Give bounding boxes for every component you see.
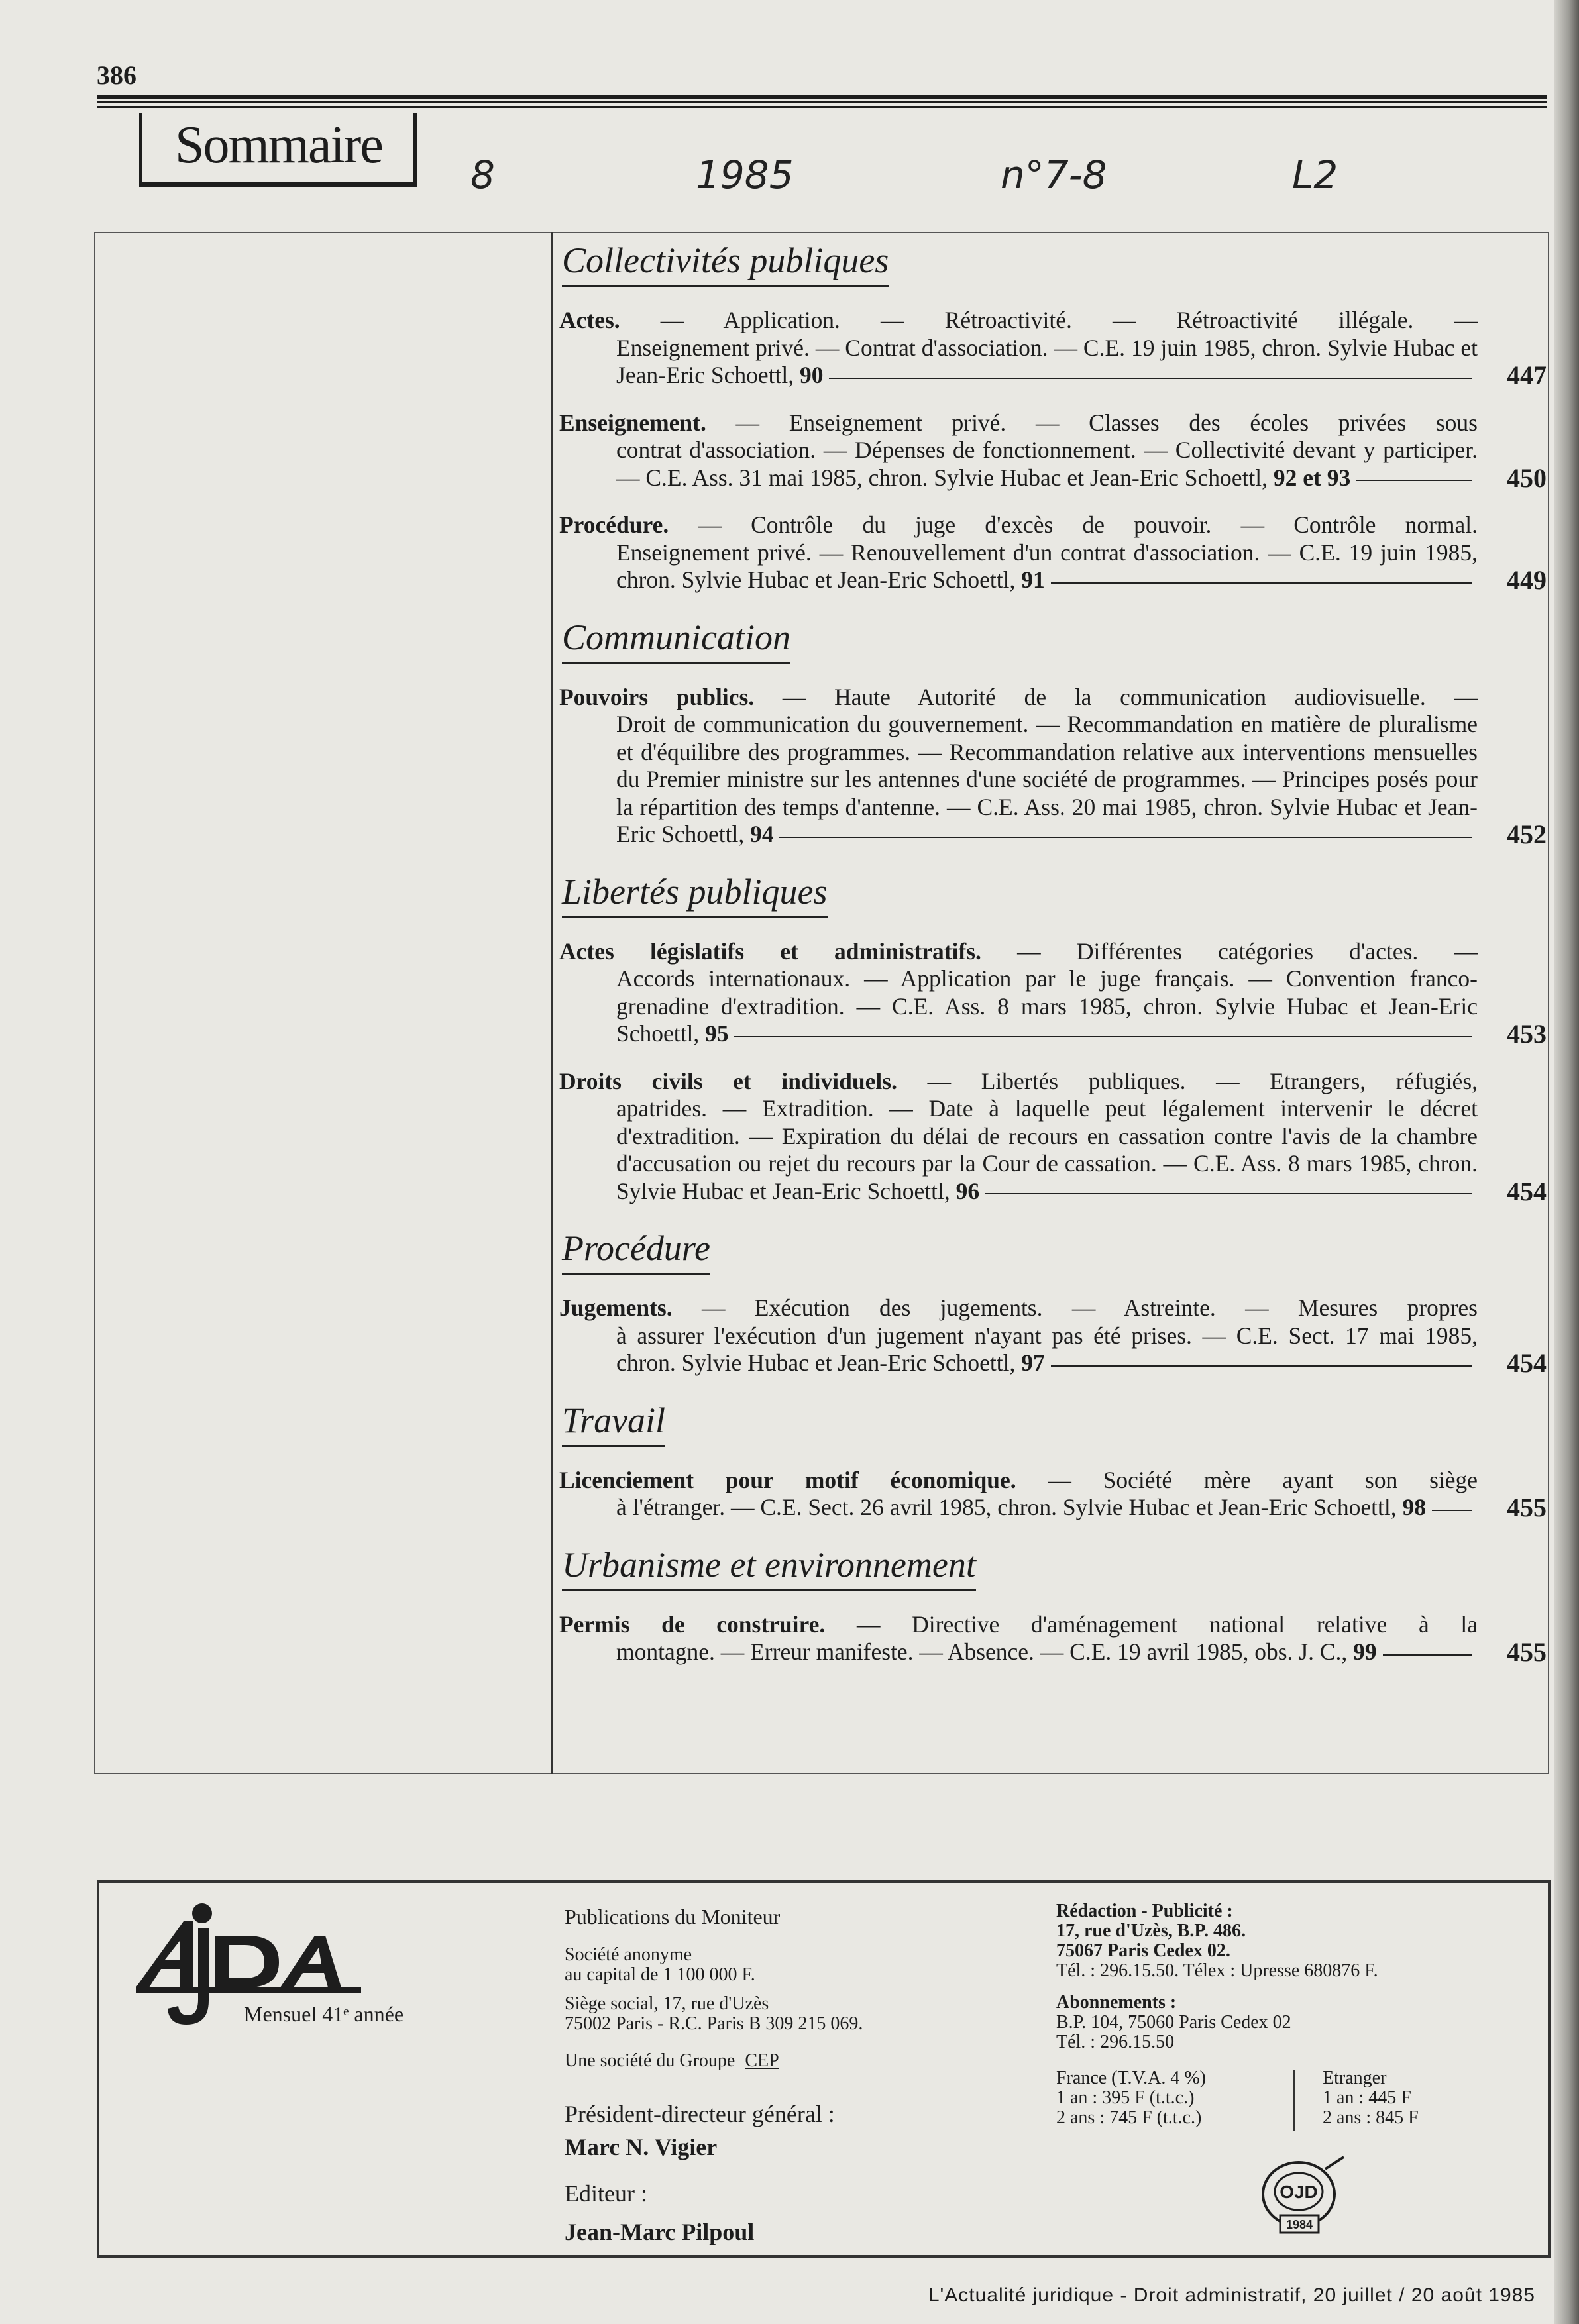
section-heading: Communication xyxy=(562,617,790,664)
company-capital: au capital de 1 100 000 F. xyxy=(565,1964,755,1985)
toc-entry xyxy=(559,1068,1547,1206)
header-rule-thin xyxy=(97,101,1547,103)
sommaire-title-box xyxy=(139,113,417,187)
toc-entry xyxy=(559,1294,1547,1377)
redaction-label: Rédaction - Publicité : xyxy=(1056,1901,1233,1921)
page-reference: 455 xyxy=(1507,1493,1547,1522)
toc-entry xyxy=(559,684,1547,849)
dot-leader xyxy=(1051,581,1472,584)
section-heading: Procédure xyxy=(562,1228,710,1275)
entry-text: à assurer l'exécution d'un jugement n'ayant pas été prises. — C.E. Sect. 17 mai 1985, chron. Sylvie Hubac et Jean-Eric Schoettl, xyxy=(616,1322,1478,1376)
dot-leader xyxy=(1383,1653,1472,1656)
chronicle-number: 97 xyxy=(1021,1349,1045,1376)
toc-entry xyxy=(559,307,1547,390)
dot-leader xyxy=(1051,1364,1472,1367)
chronicle-number: 99 xyxy=(1353,1638,1377,1665)
redaction-city: 75067 Paris Cedex 02. xyxy=(1056,1940,1230,1961)
france-price-1: 1 an : 395 F (t.t.c.) xyxy=(1056,2087,1195,2108)
entry-text: Droit de communication du gouvernement. — Recommandation en matière de pluralisme et d'équilibre des programmes. — Recommandation relative aux interventions mensuelles du Premier ministre sur les antennes d'une société de programmes. — Principes posés pour la répartition des temps d'antenne. — C.E. Ass. 20 mai 1985, chron. Sylvie Hubac et Jean-Eric Schoettl, xyxy=(616,711,1478,847)
table-of-contents xyxy=(559,232,1547,1681)
entry-heading: Enseignement. xyxy=(559,409,706,436)
entry-text: — Haute Autorité de la communication audiovisuelle. — xyxy=(782,683,1478,710)
siege-line-1: Siège social, 17, rue d'Uzès xyxy=(565,1993,769,2014)
page-number: 386 xyxy=(97,60,136,90)
entry-heading: Licenciement pour motif économique. xyxy=(559,1466,1016,1493)
group-prefix: Une société du Groupe xyxy=(565,2050,735,2071)
logo-subtitle: Mensuel 41ᵉ année xyxy=(244,2002,404,2026)
page-reference: 454 xyxy=(1507,1176,1547,1206)
entry-text: Enseignement privé. — Renouvellement d'un contrat d'association. — C.E. 19 juin 1985, chron. Sylvie Hubac et Jean-Eric Schoettl, xyxy=(616,539,1478,593)
chronicle-number: 92 et 93 xyxy=(1273,464,1351,491)
group-name: CEP xyxy=(745,2050,779,2071)
dot-leader xyxy=(829,376,1472,379)
chronicle-number: 91 xyxy=(1021,566,1045,593)
seal-text: OJD xyxy=(1280,2182,1318,2202)
dot-leader xyxy=(1356,478,1472,481)
entry-text: — Différentes catégories d'actes. — xyxy=(1017,937,1478,965)
entry-heading: Droits civils et individuels. xyxy=(559,1067,897,1094)
group-line xyxy=(565,2051,779,2071)
entry-text: — Enseignement privé. — Classes des écoles privées sous xyxy=(735,409,1478,436)
etranger-price-1: 1 an : 445 F xyxy=(1323,2087,1411,2108)
page-reference: 447 xyxy=(1507,360,1547,390)
entry-text: contrat d'association. — Dépenses de fonctionnement. — Collectivité devant y participer. — C.E. Ass. 31 mai 1985, chron. Sylvie Hubac et Jean-Eric Schoettl, xyxy=(616,437,1478,491)
section-heading: Collectivités publiques xyxy=(562,240,889,287)
page-footer: L'Actualité juridique - Droit administratif, 20 juillet / 20 août 1985 xyxy=(928,2284,1535,2306)
pdg-label: Président-directeur général : xyxy=(565,2101,835,2127)
handwritten-note: 8 xyxy=(470,152,495,197)
entry-text: — Société mère ayant son siège xyxy=(1048,1466,1478,1493)
chronicle-number: 96 xyxy=(955,1177,980,1204)
entry-heading: Permis de construire. xyxy=(559,1611,826,1638)
page-reference: 455 xyxy=(1507,1637,1547,1667)
redaction-address: 17, rue d'Uzès, B.P. 486. xyxy=(1056,1921,1246,1941)
dot-leader xyxy=(1432,1508,1472,1511)
chronicle-number: 98 xyxy=(1402,1494,1426,1520)
entry-text: à l'étranger. — C.E. Sect. 26 avril 1985, chron. Sylvie Hubac et Jean-Eric Schoettl, xyxy=(616,1494,1397,1520)
entry-heading: Procédure. xyxy=(559,511,669,538)
entry-text: — Application. — Rétroactivité. — Rétroactivité illégale. — xyxy=(660,307,1478,333)
etranger-label: Etranger xyxy=(1323,2068,1387,2088)
entry-text: — Directive d'aménagement national relative à la xyxy=(856,1611,1478,1638)
france-price-2: 2 ans : 745 F (t.t.c.) xyxy=(1056,2107,1202,2128)
toc-entry xyxy=(559,1467,1547,1522)
pdg-name: Marc N. Vigier xyxy=(565,2134,718,2160)
entry-text: Accords internationaux. — Application par le juge français. — Convention franco-grenadine d'extradition. — C.E. Ass. 8 mars 1985, chron. Sylvie Hubac et Jean-Eric Schoettl, xyxy=(616,965,1478,1047)
ojd-seal xyxy=(1251,2154,1350,2241)
abonnements-address: B.P. 104, 75060 Paris Cedex 02 xyxy=(1056,2012,1291,2033)
header-rule-thin xyxy=(97,106,1547,108)
chronicle-number: 94 xyxy=(750,821,774,847)
page-reference: 450 xyxy=(1507,462,1547,493)
page-reference: 452 xyxy=(1507,819,1547,849)
dot-leader xyxy=(779,835,1472,838)
page-edge-shadow xyxy=(1554,0,1579,2324)
redaction-phone: Tél. : 296.15.50. Télex : Upresse 680876 F. xyxy=(1056,1960,1378,1981)
handwritten-note: L2 xyxy=(1292,152,1338,197)
sommaire-title: Sommaire xyxy=(175,116,382,174)
etranger-price-2: 2 ans : 845 F xyxy=(1323,2107,1419,2128)
toc-entry xyxy=(559,938,1547,1048)
header-rule xyxy=(97,95,1547,99)
editor-label: Editeur : xyxy=(565,2180,647,2207)
abonnements-label: Abonnements : xyxy=(1056,1992,1177,2013)
entry-text: montagne. — Erreur manifeste. — Absence. — C.E. 19 avril 1985, obs. J. C., xyxy=(616,1638,1348,1665)
toc-entry xyxy=(559,409,1547,492)
handwritten-note: 1985 xyxy=(696,152,794,197)
entry-heading: Jugements. xyxy=(559,1294,673,1321)
price-divider xyxy=(1293,2070,1295,2131)
handwritten-note: n°7-8 xyxy=(1001,152,1107,197)
page-reference: 453 xyxy=(1507,1019,1547,1049)
entry-text: Enseignement privé. — Contrat d'association. — C.E. 19 juin 1985, chron. Sylvie Hubac et Jean-Eric Schoettl, xyxy=(616,334,1478,388)
page-reference: 449 xyxy=(1507,565,1547,595)
dot-leader xyxy=(734,1035,1472,1037)
chronicle-number: 95 xyxy=(705,1020,729,1047)
publisher: Publications du Moniteur xyxy=(565,1905,781,1928)
france-label: France (T.V.A. 4 %) xyxy=(1056,2068,1207,2088)
company-type: Société anonyme xyxy=(565,1944,692,1965)
editor-name: Jean-Marc Pilpoul xyxy=(565,2219,755,2245)
abonnements-phone: Tél. : 296.15.50 xyxy=(1056,2032,1175,2052)
toc-entry xyxy=(559,511,1547,594)
entry-text: — Contrôle du juge d'excès de pouvoir. — Contrôle normal. xyxy=(698,511,1478,538)
section-heading: Libertés publiques xyxy=(562,871,828,918)
chronicle-number: 90 xyxy=(800,362,824,388)
dot-leader xyxy=(985,1192,1472,1194)
section-heading: Travail xyxy=(562,1400,665,1447)
entry-text: apatrides. — Extradition. — Date à laquelle peut légalement intervenir le décret d'extradition. — Expiration du délai de recours en cassation contre l'avis de la chambre d'accusation ou rejet du recours par la Cour de cassation. — C.E. Ass. 8 mars 1985, chron. Sylvie Hubac et Jean-Eric Schoettl, xyxy=(616,1095,1478,1204)
entry-heading: Pouvoirs publics. xyxy=(559,683,755,710)
page-reference: 454 xyxy=(1507,1348,1547,1378)
section-heading: Urbanisme et environnement xyxy=(562,1544,976,1591)
siege-line-2: 75002 Paris - R.C. Paris B 309 215 069. xyxy=(565,2013,863,2034)
entry-text: — Libertés publiques. — Etrangers, réfugiés, xyxy=(927,1067,1478,1094)
entry-heading: Actes. xyxy=(559,307,620,333)
toc-column-divider xyxy=(551,232,553,1774)
entry-heading: Actes législatifs et administratifs. xyxy=(559,937,981,965)
seal-year: 1984 xyxy=(1285,2218,1313,2231)
toc-entry xyxy=(559,1611,1547,1666)
entry-text: — Exécution des jugements. — Astreinte. — Mesures propres xyxy=(701,1294,1478,1321)
